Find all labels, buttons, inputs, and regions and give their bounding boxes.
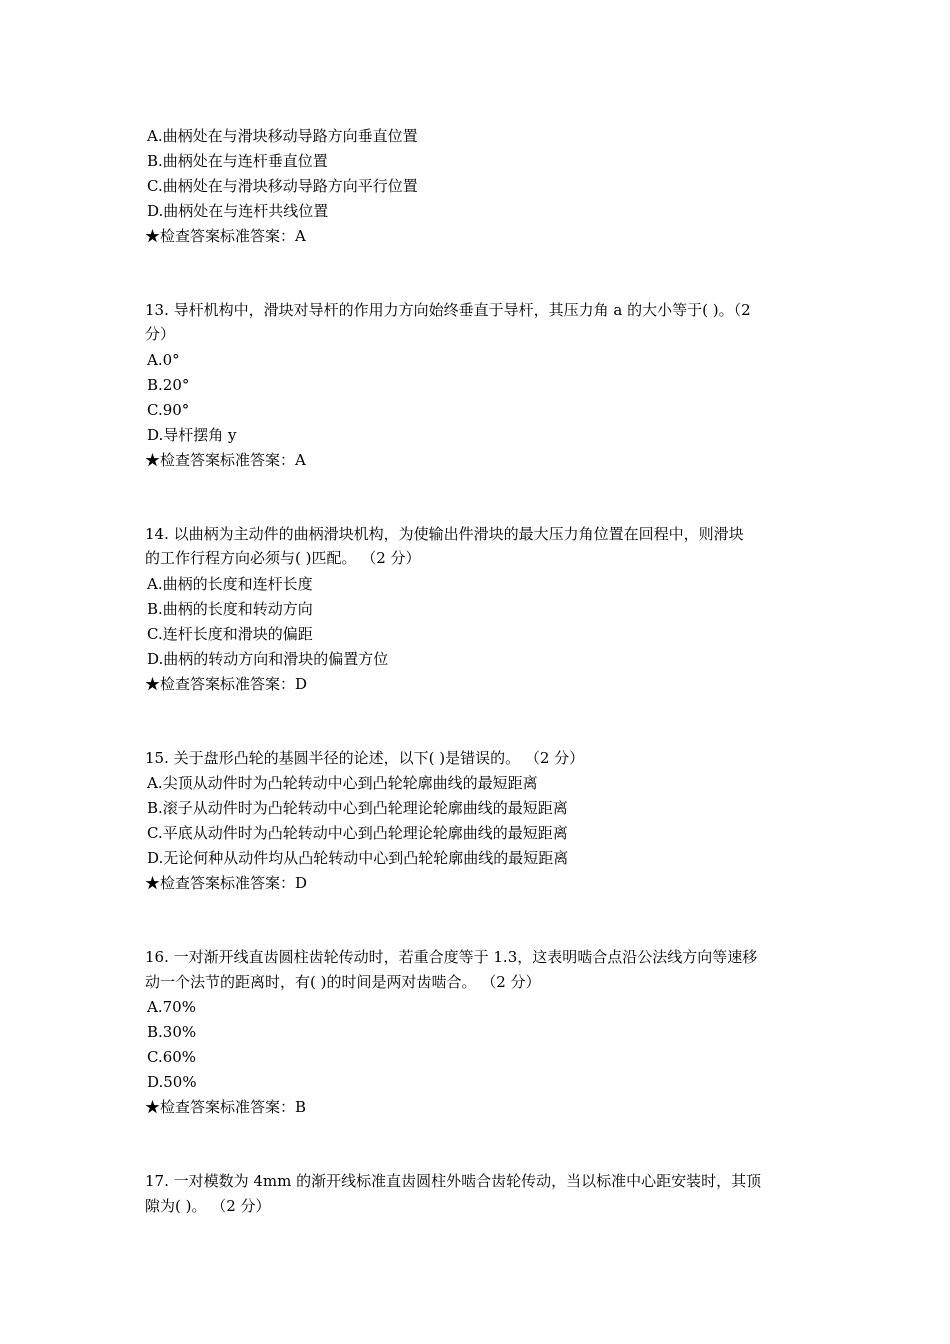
q12-option-d: D.曲柄处在与连杆共线位置 xyxy=(147,202,329,220)
q16-answer: ★检查答案标准答案：B xyxy=(145,1098,307,1116)
q16-stem-line-1: 16. 一对渐开线直齿圆柱齿轮传动时，若重合度等于 1.3，这表明啮合点沿公法线方向等速移 xyxy=(145,948,758,966)
q13-option-b: B.20° xyxy=(147,376,190,394)
q15-option-c: C.平底从动件时为凸轮转动中心到凸轮理论轮廓曲线的最短距离 xyxy=(147,824,568,842)
q15-answer: ★检查答案标准答案：D xyxy=(145,874,308,892)
q16-stem-line-2: 动一个法节的距离时，有( )的时间是两对齿啮合。 （2 分） xyxy=(145,973,541,991)
q17-stem-line-1: 17. 一对模数为 4mm 的渐开线标准直齿圆柱外啮合齿轮传动，当以标准中心距安装时，其顶 xyxy=(145,1172,762,1190)
q13-option-a: A.0° xyxy=(147,351,180,369)
q13-option-c: C.90° xyxy=(147,401,190,419)
q15-option-b: B.滚子从动件时为凸轮转动中心到凸轮理论轮廓曲线的最短距离 xyxy=(147,799,568,817)
q14-option-d: D.曲柄的转动方向和滑块的偏置方位 xyxy=(147,650,389,668)
q14-stem-line-2: 的工作行程方向必须与( )匹配。 （2 分） xyxy=(145,549,421,567)
q13-option-d: D.导杆摆角 y xyxy=(147,426,237,444)
q15-stem-line-1: 15. 关于盘形凸轮的基圆半径的论述，以下( )是错误的。 （2 分） xyxy=(145,749,585,767)
q14-stem-line-1: 14. 以曲柄为主动件的曲柄滑块机构，为使输出件滑块的最大压力角位置在回程中，则滑块 xyxy=(145,525,744,543)
q14-option-a: A.曲柄的长度和连杆长度 xyxy=(147,575,313,593)
q17-stem-line-2: 隙为( )。 （2 分） xyxy=(145,1197,271,1215)
q13-answer: ★检查答案标准答案：A xyxy=(145,451,306,469)
q16-option-c: C.60% xyxy=(147,1048,197,1066)
q16-option-d: D.50% xyxy=(147,1073,197,1091)
q16-option-a: A.70% xyxy=(147,998,196,1016)
q14-option-c: C.连杆长度和滑块的偏距 xyxy=(147,625,313,643)
q13-stem-line-1: 13. 导杆机构中，滑块对导杆的作用力方向始终垂直于导杆，其压力角 a 的大小等于( )。（2 xyxy=(145,301,751,319)
q12-option-a: A.曲柄处在与滑块移动导路方向垂直位置 xyxy=(147,127,418,145)
q14-option-b: B.曲柄的长度和转动方向 xyxy=(147,600,313,618)
q16-option-b: B.30% xyxy=(147,1023,197,1041)
q13-stem-line-2: 分） xyxy=(145,325,176,343)
q15-option-d: D.无论何种从动件均从凸轮转动中心到凸轮轮廓曲线的最短距离 xyxy=(147,849,569,867)
q14-answer: ★检查答案标准答案：D xyxy=(145,675,308,693)
q12-answer: ★检查答案标准答案：A xyxy=(145,227,306,245)
q12-option-c: C.曲柄处在与滑块移动导路方向平行位置 xyxy=(147,177,418,195)
q12-option-b: B.曲柄处在与连杆垂直位置 xyxy=(147,152,328,170)
q15-option-a: A.尖顶从动件时为凸轮转动中心到凸轮轮廓曲线的最短距离 xyxy=(147,774,538,792)
